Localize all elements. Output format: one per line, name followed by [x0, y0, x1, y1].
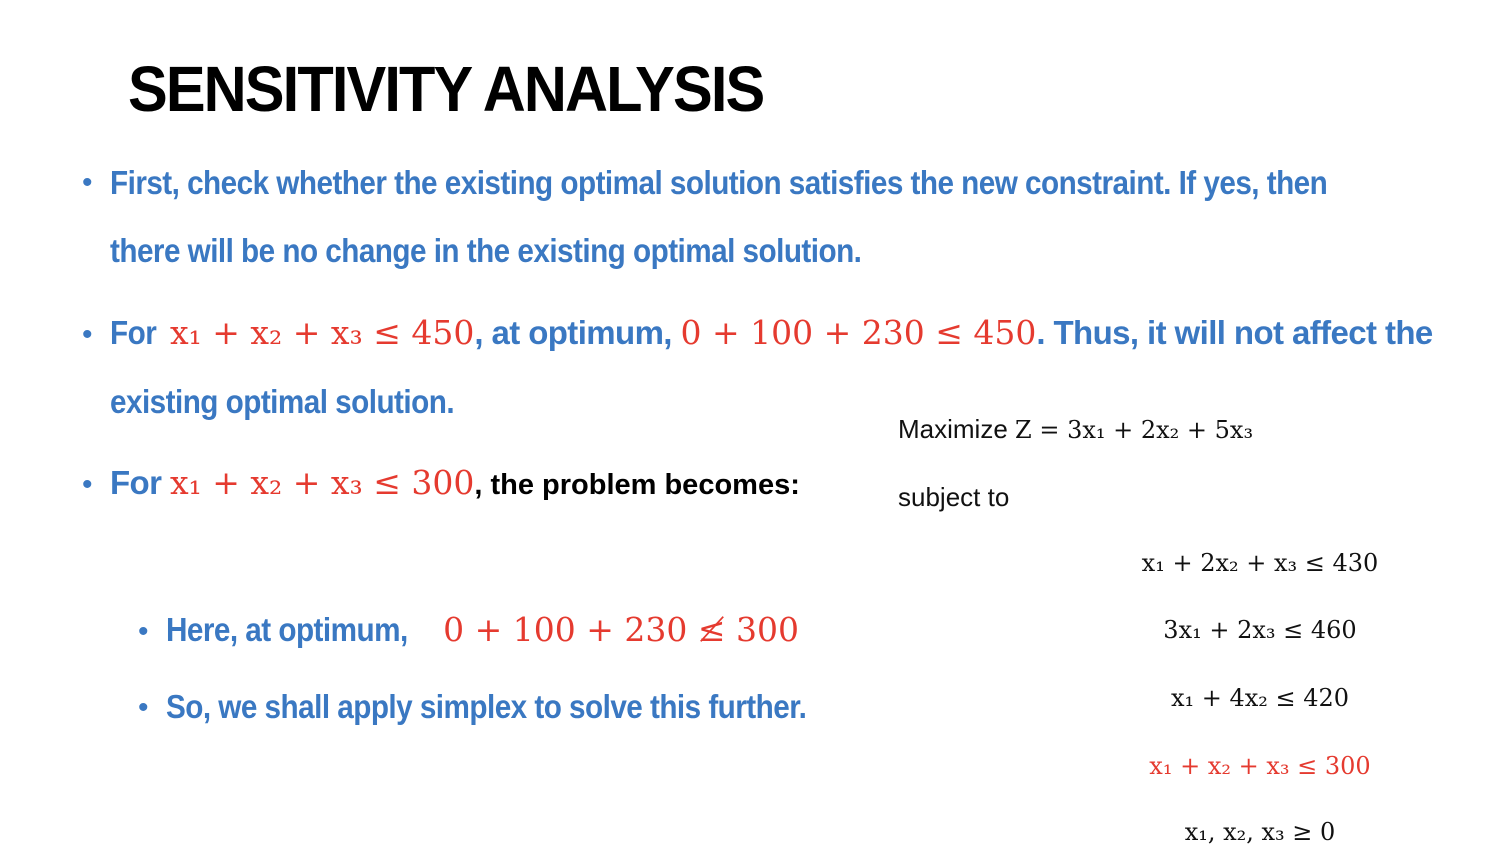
bullet-2-line-1 [110, 313, 1433, 352]
bullet-marker: • [82, 468, 93, 501]
slide-title: SENSITIVITY ANALYSIS [128, 53, 764, 125]
bullet-2-for: For [110, 314, 157, 351]
constraint-1: x₁ + 2x₂ + x₃ ≤ 430 [1141, 549, 1379, 577]
bullet-3-line [110, 463, 800, 502]
sub-bullet-1-check: 0 + 100 + 230 ≰ 300 [443, 610, 799, 649]
sub-bullet-marker: • [138, 691, 149, 724]
objective-function: Z = 3x₁ + 2x₂ + 5x₃ [1015, 416, 1254, 444]
sub-bullet-marker: • [138, 615, 149, 648]
sub-bullet-2: So, we shall apply simplex to solve this further. [166, 688, 807, 725]
bullet-3-for: For [110, 464, 162, 501]
sub-bullet-1 [166, 610, 799, 649]
bullet-marker: • [82, 318, 93, 351]
bullet-3-constraint: x₁ + x₂ + x₃ ≤ 300 [169, 463, 475, 502]
bullet-1-line-2: there will be no change in the existing optimal solution. [110, 232, 862, 269]
sub-bullet-1-text: Here, at optimum, [166, 611, 408, 648]
lp-objective [898, 416, 1253, 442]
bullet-2-line-2: existing optimal solution. [110, 383, 455, 420]
bullet-2-tail: . Thus, it will not affect the [1036, 314, 1433, 351]
bullet-2-check: 0 + 100 + 230 ≤ 450 [680, 313, 1037, 352]
constraint-2: 3x₁ + 2x₃ ≤ 460 [1163, 616, 1357, 644]
maximize-label: Maximize [898, 414, 1008, 444]
bullet-2-mid: , at optimum, [474, 314, 672, 351]
bullet-marker: • [82, 166, 93, 199]
non-negativity-constraint: x₁, x₂, x₃ ≥ 0 [1184, 818, 1336, 846]
constraint-4-new: x₁ + x₂ + x₃ ≤ 300 [1149, 752, 1371, 780]
bullet-1-line-1: First, check whether the existing optimal solution satisfies the new constraint. If yes, then [110, 164, 1328, 201]
bullet-3-tail: , the problem becomes: [474, 469, 800, 501]
subject-to-label: subject to [898, 482, 1010, 512]
constraint-3: x₁ + 4x₂ ≤ 420 [1170, 684, 1350, 712]
bullet-2-constraint: x₁ + x₂ + x₃ ≤ 450 [169, 313, 475, 352]
